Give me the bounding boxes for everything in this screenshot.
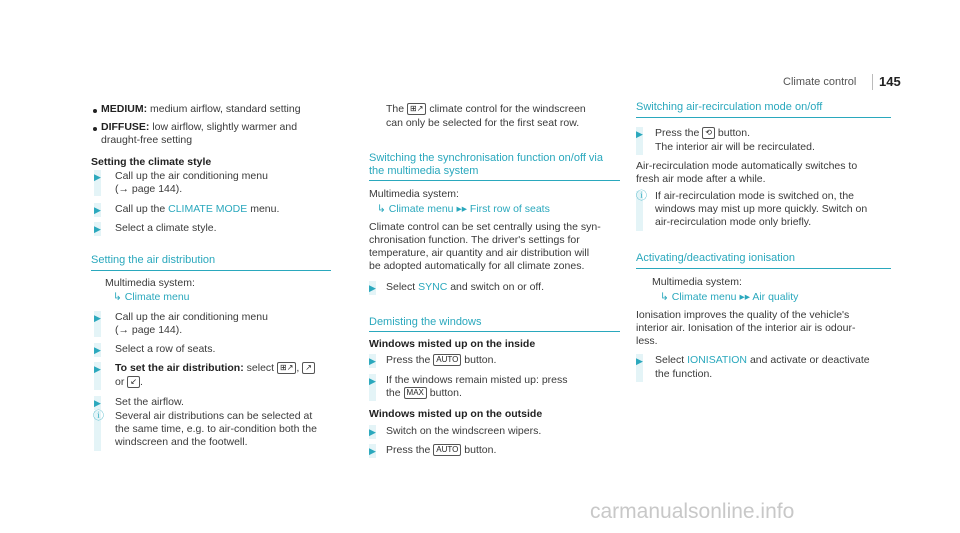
sync-heading-l1: Switching the synchronisation function on/off via xyxy=(369,152,603,164)
recirc-step-result: The interior air will be recirculated. xyxy=(655,141,815,153)
recirc-note-l1: If air-recirculation mode is switched on, the xyxy=(655,190,855,202)
style-step1: Call up the air conditioning menu xyxy=(115,170,268,182)
upper-airflow-icon[interactable]: ↗ xyxy=(302,362,315,374)
ion-para-l3: less. xyxy=(636,335,658,347)
step-arrow-icon: ▶ xyxy=(94,205,101,215)
max-defrost-button[interactable]: MAX xyxy=(404,387,427,399)
climate-menu-link[interactable]: Climate menu xyxy=(671,291,737,303)
windscreen-note-l2: can only be selected for the first seat row. xyxy=(386,117,580,129)
watermark: carmanualsonline.info xyxy=(590,500,795,523)
menu-path xyxy=(113,291,190,304)
climate-mode-menu[interactable]: CLIMATE MODE xyxy=(168,203,248,215)
step-arrow-icon: ▶ xyxy=(94,172,101,182)
info-icon: ⓘ xyxy=(636,190,647,202)
sync-para-l1: Climate control can be set centrally using the syn- xyxy=(369,221,601,233)
page-link[interactable]: (→ page 144). xyxy=(115,324,183,336)
first-row-link[interactable]: First row of seats xyxy=(469,203,550,215)
climate-style-heading: Setting the climate style xyxy=(91,156,212,168)
recirc-step: Press the ⟲ button. xyxy=(655,127,751,139)
recirc-note-l3: air-recirculation mode only briefly. xyxy=(655,216,812,228)
windscreen-note-l1: The ⊞↗ climate control for the windscreen xyxy=(386,103,586,115)
dist-note-l3: windscreen and the footwell. xyxy=(115,436,248,448)
heading-rule xyxy=(636,117,891,118)
multimedia-label: Multimedia system: xyxy=(369,188,459,200)
step-arrow-icon: ▶ xyxy=(94,364,101,374)
auto-button[interactable]: AUTO xyxy=(433,354,461,366)
inside-step2: If the windows remain misted up: press xyxy=(386,374,568,386)
outside-heading: Windows misted up on the outside xyxy=(369,408,543,420)
ionisation-heading: Activating/deactivating ionisation xyxy=(636,252,795,264)
multimedia-label: Multimedia system: xyxy=(652,276,742,288)
dist-note-l2: the same time, e.g. to air-condition both the xyxy=(115,423,317,435)
menu-path xyxy=(660,291,798,304)
menu-path xyxy=(377,203,550,216)
recirc-para-l2: fresh air mode after a while. xyxy=(636,173,766,185)
inside-step2-cont: the MAX button. xyxy=(386,387,462,399)
air-distribution-heading: Setting the air distribution xyxy=(91,254,216,266)
ionisation-option[interactable]: IONISATION xyxy=(687,354,748,366)
style-step2: Call up the CLIMATE MODE menu. xyxy=(115,203,280,215)
climate-menu-link[interactable]: Climate menu xyxy=(124,291,190,303)
step-arrow-icon: ▶ xyxy=(94,313,101,323)
dist-step3-cont: or ↙ . xyxy=(115,376,143,388)
dist-step3: To set the air distribution: select ⊞↗ , ↗ xyxy=(115,362,315,375)
recirc-para-l1: Air-recirculation mode automatically switches to xyxy=(636,160,858,172)
ion-step-cont: the function. xyxy=(655,368,713,380)
style-step3: Select a climate style. xyxy=(115,222,217,234)
dist-step1: Call up the air conditioning menu xyxy=(115,311,268,323)
outside-step2: Press the AUTO button. xyxy=(386,444,497,456)
windscreen-airflow-icon: ⊞↗ xyxy=(407,103,426,115)
step-arrow-icon: ▶ xyxy=(94,398,101,408)
path-chevron-icon: ▸▸ xyxy=(456,203,467,215)
inside-step1: Press the AUTO button. xyxy=(386,354,497,366)
recirculation-button[interactable]: ⟲ xyxy=(702,127,715,139)
windscreen-airflow-icon[interactable]: ⊞↗ xyxy=(277,362,296,374)
heading-rule xyxy=(369,180,620,181)
inside-heading: Windows misted up on the inside xyxy=(369,338,536,350)
dist-note-l1: Several air distributions can be selected at xyxy=(115,410,313,422)
demist-heading: Demisting the windows xyxy=(369,316,482,328)
path-arrow-icon: ↳ xyxy=(113,291,122,303)
step-arrow-icon: ▶ xyxy=(369,356,376,366)
step-arrow-icon: ▶ xyxy=(369,283,376,293)
step-arrow-icon: ▶ xyxy=(94,345,101,355)
heading-rule xyxy=(91,270,331,271)
page-link[interactable]: (→ page 144). xyxy=(115,183,183,195)
footwell-airflow-icon[interactable]: ↙ xyxy=(127,376,140,388)
step-arrow-icon: ▶ xyxy=(369,446,376,456)
bullet-dot xyxy=(93,127,97,131)
sync-para-l4: be adopted automatically for all climate zones. xyxy=(369,260,585,272)
multimedia-label: Multimedia system: xyxy=(105,277,195,289)
sync-para-l3: temperature, air quantity and air distribution will xyxy=(369,247,590,259)
sync-para-l2: chronisation function. The driver's settings for xyxy=(369,234,580,246)
bullet-medium: MEDIUM: medium airflow, standard setting xyxy=(101,103,301,115)
dist-step4: Set the airflow. xyxy=(115,396,184,408)
ion-step: Select IONISATION and activate or deactivate xyxy=(655,354,870,366)
bullet-dot xyxy=(93,109,97,113)
step-arrow-icon: ▶ xyxy=(369,376,376,386)
heading-rule xyxy=(636,268,891,269)
header-divider xyxy=(872,74,873,90)
header-section: Climate control xyxy=(783,76,857,88)
sync-step: Select SYNC and switch on or off. xyxy=(386,281,544,293)
climate-menu-link[interactable]: Climate menu xyxy=(388,203,454,215)
step-arrow-icon: ▶ xyxy=(636,129,643,139)
dist-step2: Select a row of seats. xyxy=(115,343,216,355)
recirc-note-l2: windows may mist up more quickly. Switch on xyxy=(655,203,868,215)
recirc-heading: Switching air-recirculation mode on/off xyxy=(636,101,823,113)
bullet-diffuse-cont: draught-free setting xyxy=(101,134,193,146)
sync-heading-l2: the multimedia system xyxy=(369,165,479,177)
ion-para-l1: Ionisation improves the quality of the vehicle's xyxy=(636,309,850,321)
path-chevron-icon: ▸▸ xyxy=(739,291,750,303)
outside-step1: Switch on the windscreen wipers. xyxy=(386,425,542,437)
heading-rule xyxy=(369,331,620,332)
step-arrow-icon: ▶ xyxy=(636,356,643,366)
path-arrow-icon: ↳ xyxy=(660,291,669,303)
path-arrow-icon: ↳ xyxy=(377,203,386,215)
step-arrow-icon: ▶ xyxy=(369,427,376,437)
auto-button[interactable]: AUTO xyxy=(433,444,461,456)
page-number: 145 xyxy=(879,74,901,89)
info-icon: ⓘ xyxy=(93,410,104,422)
air-quality-link[interactable]: Air quality xyxy=(752,291,799,303)
ion-para-l2: interior air. Ionisation of the interior air is odour- xyxy=(636,322,856,334)
sync-option[interactable]: SYNC xyxy=(418,281,448,293)
bullet-diffuse: DIFFUSE: low airflow, slightly warmer and xyxy=(101,121,298,133)
step-arrow-icon: ▶ xyxy=(94,224,101,234)
